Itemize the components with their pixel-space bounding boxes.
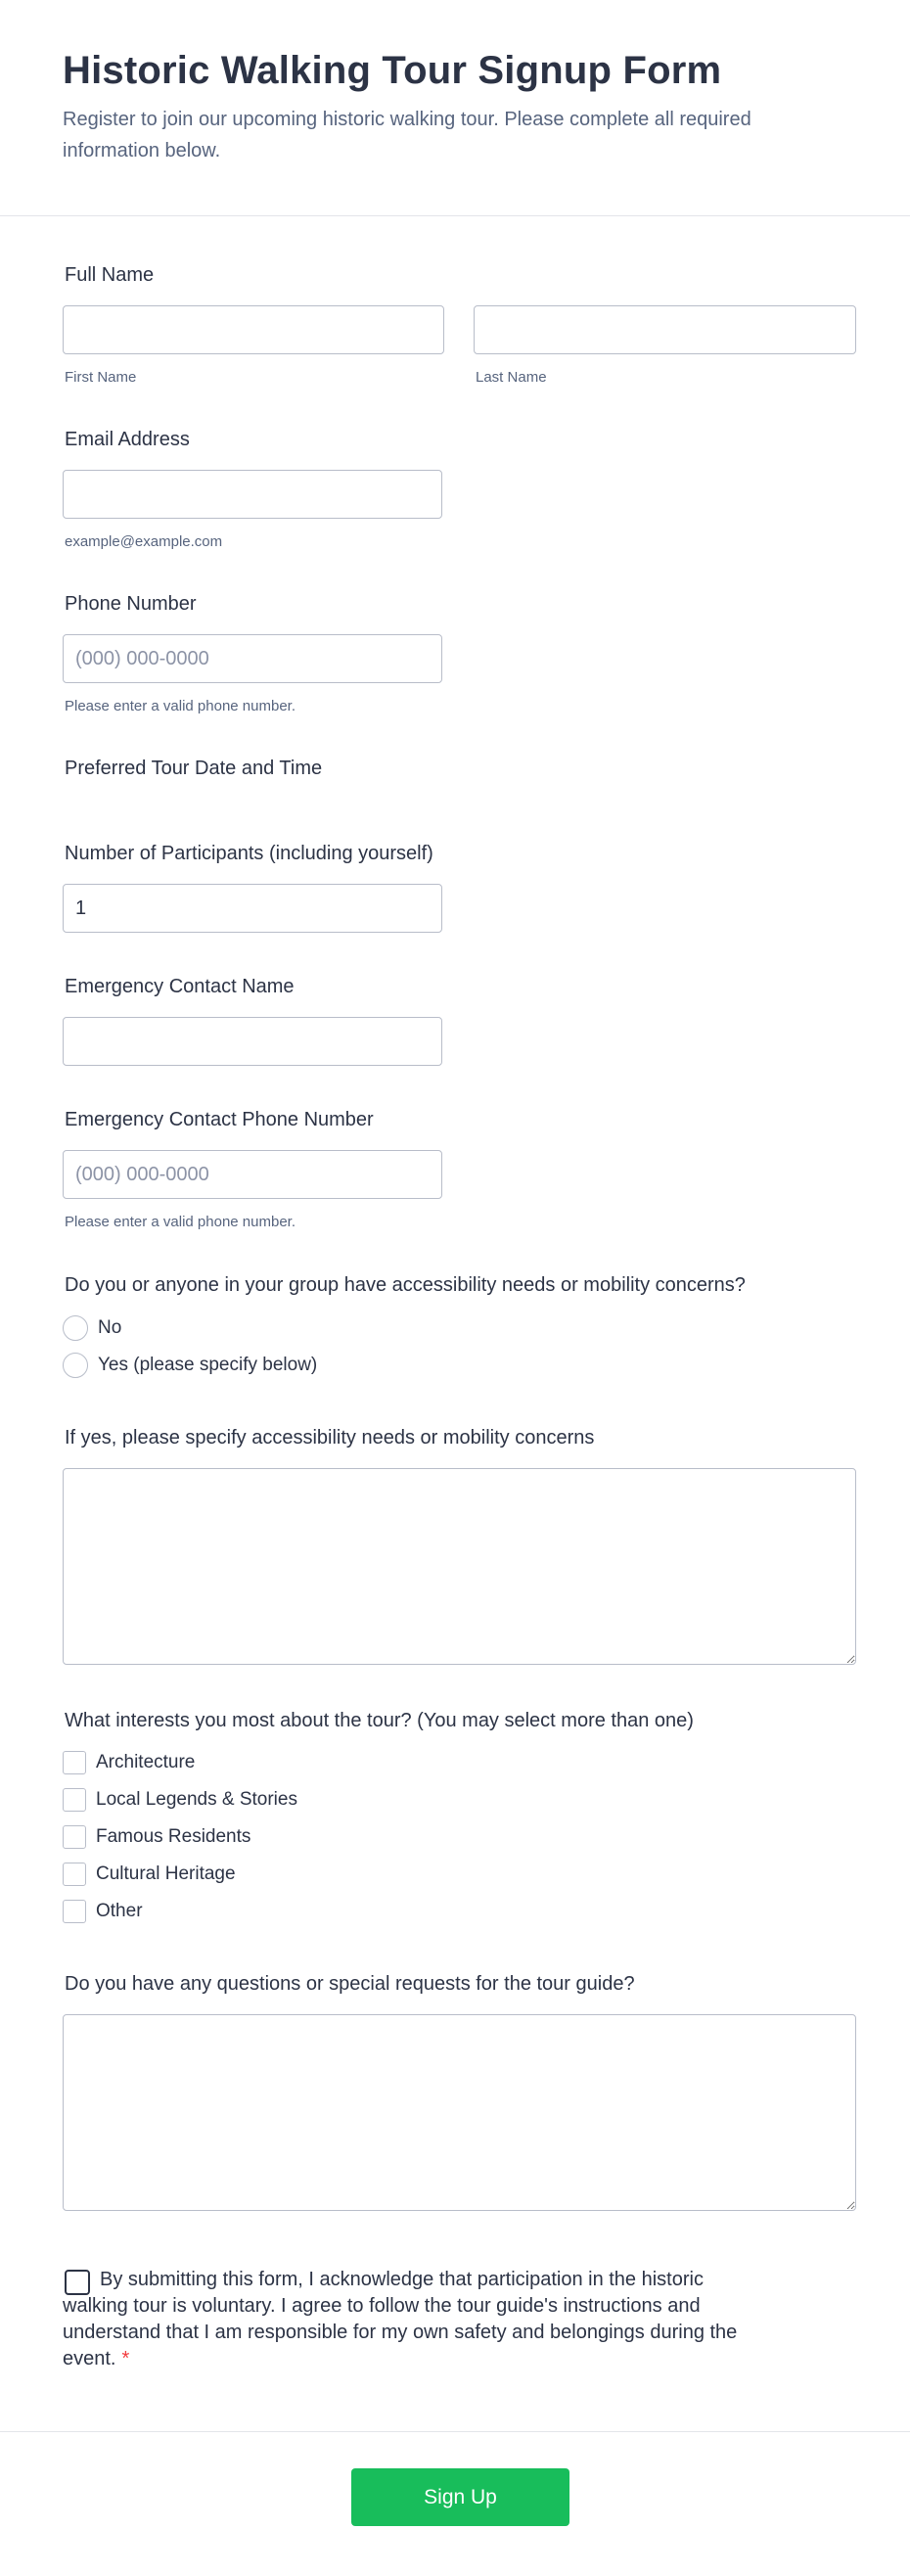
interest-option-heritage[interactable] <box>63 1861 236 1888</box>
sign-up-button[interactable]: Sign Up <box>351 2468 569 2526</box>
emergency-phone-input[interactable] <box>63 1150 442 1199</box>
email-input[interactable] <box>63 470 442 519</box>
checkbox-heritage[interactable] <box>63 1863 86 1886</box>
accessibility-option-label: No <box>98 1317 122 1338</box>
interest-option-other[interactable] <box>63 1898 143 1925</box>
accessibility-label: Do you or anyone in your group have accessibility needs or mobility concerns? <box>65 1274 746 1296</box>
required-asterisk: * <box>121 2348 130 2369</box>
participants-label: Number of Participants (including yourself) <box>65 843 433 864</box>
interest-option-label: Cultural Heritage <box>96 1863 236 1884</box>
phone-label: Phone Number <box>65 593 197 615</box>
form-subtitle: Register to join our upcoming historic walking tour. Please complete all required information below. <box>63 109 751 161</box>
interest-option-label: Famous Residents <box>96 1826 251 1847</box>
accessibility-option-no[interactable] <box>63 1314 121 1342</box>
interest-option-architecture[interactable] <box>63 1749 195 1776</box>
last-name-input[interactable] <box>474 305 856 354</box>
interest-option-legends[interactable] <box>63 1786 297 1814</box>
checkbox-architecture[interactable] <box>63 1751 86 1774</box>
phone-input[interactable] <box>63 634 442 683</box>
emergency-name-label: Emergency Contact Name <box>65 976 295 997</box>
form-title: Historic Walking Tour Signup Form <box>63 49 722 92</box>
tour-date-label: Preferred Tour Date and Time <box>65 758 323 779</box>
accessibility-details-textarea[interactable] <box>63 1468 856 1665</box>
interest-option-label: Architecture <box>96 1752 196 1772</box>
email-label: Email Address <box>65 429 190 450</box>
email-sublabel: example@example.com <box>65 533 223 550</box>
consent-label: By submitting this form, I acknowledge that participation in the historic walking tour is voluntary. I agree to follow the tour guide's instructions and understand that I am responsible for my own safety and belongings during the event. <box>63 2269 738 2369</box>
interests-label: What interests you most about the tour? (You may select more than one) <box>65 1710 694 1731</box>
interest-option-residents[interactable] <box>63 1823 250 1851</box>
accessibility-details-label: If yes, please specify accessibility needs or mobility concerns <box>65 1427 595 1449</box>
checkbox-other[interactable] <box>63 1900 86 1923</box>
emergency-name-input[interactable] <box>63 1017 442 1066</box>
radio-no[interactable] <box>63 1315 88 1341</box>
accessibility-option-yes[interactable] <box>63 1352 317 1379</box>
phone-sublabel: Please enter a valid phone number. <box>65 698 296 714</box>
full-name-label: Full Name <box>65 264 155 286</box>
consent-text <box>63 2267 767 2372</box>
participants-input[interactable] <box>63 884 442 933</box>
interest-option-label: Other <box>96 1901 143 1921</box>
accessibility-option-label: Yes (please specify below) <box>98 1355 318 1375</box>
questions-label: Do you have any questions or special requests for the tour guide? <box>65 1973 635 1995</box>
last-name-sublabel: Last Name <box>476 369 547 386</box>
first-name-input[interactable] <box>63 305 444 354</box>
emergency-phone-label: Emergency Contact Phone Number <box>65 1109 374 1130</box>
interest-option-label: Local Legends & Stories <box>96 1789 297 1810</box>
questions-textarea[interactable] <box>63 2014 856 2211</box>
checkbox-legends[interactable] <box>63 1788 86 1812</box>
emergency-phone-sublabel: Please enter a valid phone number. <box>65 1214 296 1230</box>
first-name-sublabel: First Name <box>65 369 137 386</box>
form-header <box>0 0 910 216</box>
radio-yes[interactable] <box>63 1353 88 1378</box>
checkbox-residents[interactable] <box>63 1825 86 1849</box>
